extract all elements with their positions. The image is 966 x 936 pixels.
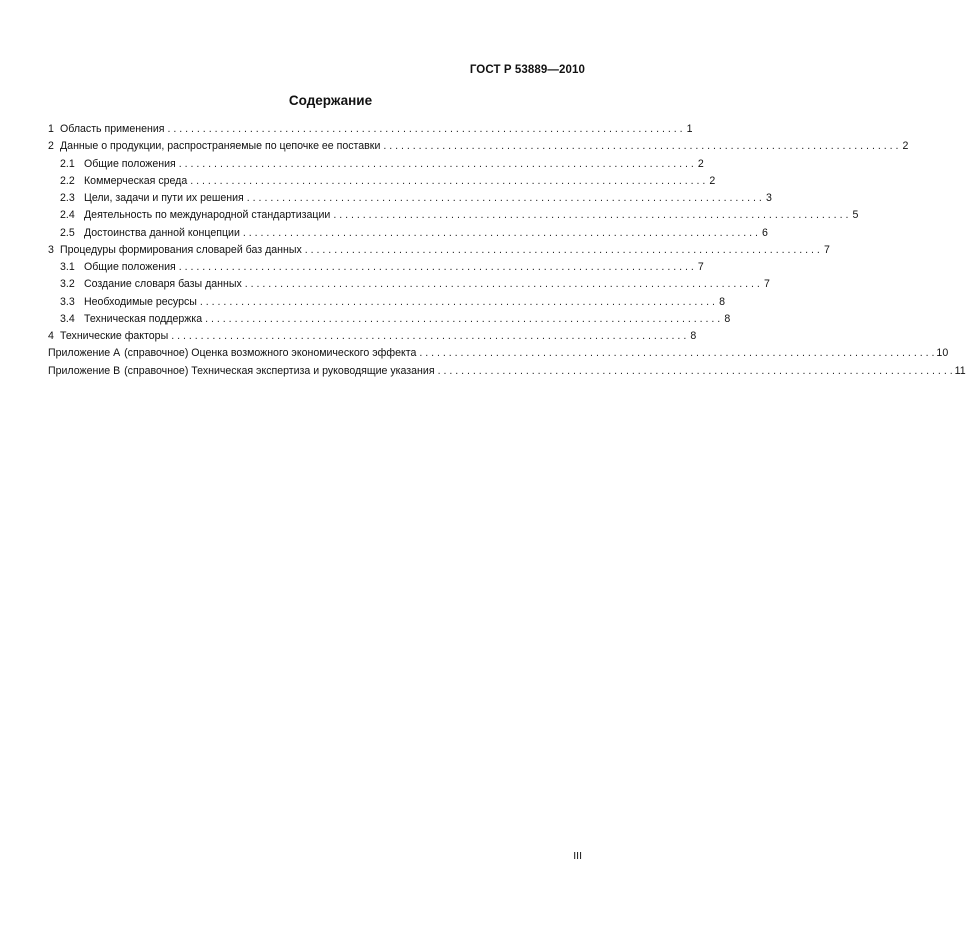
toc-entry-title: Общие положения [84,261,176,273]
toc-entry-title: Процедуры формирования словарей баз данных [60,243,302,256]
toc-leader-dots [243,225,758,242]
toc-entry[interactable] [48,121,693,138]
document-code: ГОСТ Р 53889—2010 [469,64,585,76]
toc-entry-page: 7 [697,261,704,273]
toc-entry-number: 2.5 [60,226,75,239]
toc-entry[interactable] [48,294,725,311]
toc-entry[interactable] [48,363,966,380]
toc-entry-page: 2 [902,140,909,153]
toc-entry-page: 2 [709,174,716,187]
toc-entry-number: 3.2 [60,278,75,291]
toc-entry-page: 7 [823,243,830,256]
toc-entry-title: Необходимые ресурсы [84,295,197,308]
toc-entry[interactable] [48,259,704,276]
toc-leader-dots [438,363,953,380]
toc-entry-number: 2.3 [60,192,75,204]
toc-entry[interactable] [48,138,909,155]
toc-leader-dots [305,242,820,259]
toc-entry-page: 11 [954,364,966,377]
toc-leader-dots [205,311,720,328]
table-of-contents [48,121,966,380]
toc-entry-title: Техническая поддержка [84,312,203,325]
toc-entry[interactable] [48,242,830,259]
toc-entry-title: Деятельность по международной стандартизации [84,209,331,222]
toc-entry-title: Технические факторы [60,330,169,342]
toc-entry[interactable] [48,190,772,207]
toc-entry-title: Создание словаря базы данных [84,278,242,291]
toc-entry[interactable] [48,225,768,242]
toc-leader-dots [245,276,760,293]
toc-entry-number: 3.3 [60,295,75,308]
toc-entry[interactable] [48,207,859,224]
toc-entry-number: Приложение А [48,347,121,360]
toc-entry-page: 1 [686,123,693,135]
toc-entry-page: 8 [690,330,697,342]
toc-entry-page: 7 [763,278,770,291]
toc-leader-dots [383,138,898,155]
toc-entry-title: (справочное) Техническая экспертиза и руководящие указания [124,364,435,377]
toc-entry-page: 5 [852,209,859,222]
toc-entry-number: 2.2 [60,174,75,187]
toc-entry-number: 3 [48,243,54,256]
toc-entry-number: 2.1 [60,157,75,170]
toc-entry-title: Общие положения [84,157,176,170]
toc-entry-number: 3.1 [60,261,75,273]
toc-entry-number: 2 [48,140,54,153]
toc-title: Содержание [288,93,373,108]
page-number: III [573,850,582,862]
toc-entry-page: 6 [762,226,768,239]
toc-entry-page: 10 [936,347,949,360]
toc-entry-title: (справочное) Оценка возможного экономического эффекта [124,347,417,360]
toc-entry[interactable] [48,328,697,345]
toc-leader-dots [179,156,694,173]
toc-entry[interactable] [48,156,704,173]
toc-entry-page: 3 [765,192,772,204]
toc-entry-title: Цели, задачи и пути их решения [84,192,244,204]
toc-entry-number: 4 [48,330,54,342]
toc-leader-dots [190,173,705,190]
toc-entry[interactable] [48,311,731,328]
toc-leader-dots [171,328,686,345]
toc-entry[interactable] [48,276,770,293]
toc-entry-title: Коммерческая среда [84,174,188,187]
toc-leader-dots [179,259,694,276]
toc-entry-title: Данные о продукции, распространяемые по цепочке ее поставки [60,140,381,153]
toc-leader-dots [247,190,762,207]
toc-entry-number: Приложение В [48,364,121,377]
toc-entry-title: Область применения [60,123,165,135]
toc-entry-number: 3.4 [60,312,75,325]
toc-entry[interactable] [48,173,716,190]
toc-entry-number: 1 [48,123,54,135]
toc-entry-page: 8 [724,312,731,325]
toc-leader-dots [419,345,934,362]
toc-entry[interactable] [48,345,949,362]
toc-leader-dots [200,294,715,311]
toc-leader-dots [333,207,848,224]
toc-leader-dots [167,121,682,138]
toc-entry-number: 2.4 [60,209,75,222]
toc-entry-title: Достоинства данной концепции [84,226,240,239]
toc-entry-page: 2 [697,157,704,170]
toc-entry-page: 8 [719,295,725,308]
